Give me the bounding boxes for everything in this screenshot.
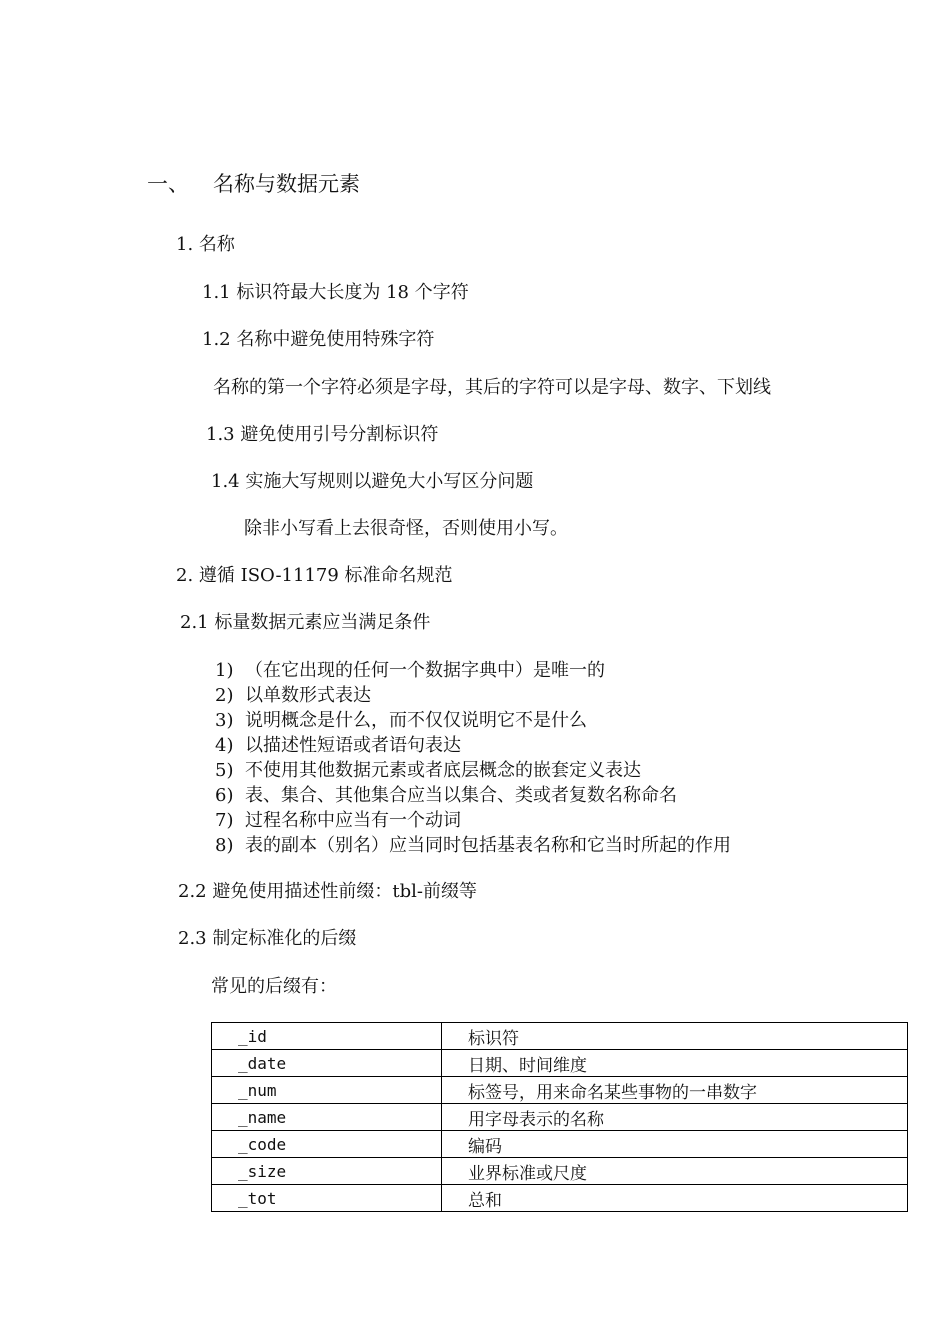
- meaning-cell: 标签号，用来命名某些事物的一串数字: [442, 1077, 908, 1104]
- list-item: 3) 说明概念是什么，而不仅仅说明它不是什么: [215, 710, 587, 731]
- list-item: 4) 以描述性短语或者语句表达: [215, 735, 461, 756]
- item-2-1: 2.1 标量数据元素应当满足条件: [180, 612, 431, 633]
- list-item: 7) 过程名称中应当有一个动词: [215, 810, 461, 831]
- suffix-cell: _date: [212, 1050, 442, 1077]
- list-item: 6) 表、集合、其他集合应当以集合、类或者复数名称命名: [215, 785, 677, 806]
- meaning-cell: 用字母表示的名称: [442, 1104, 908, 1131]
- item-1-3: 1.3 避免使用引号分割标识符: [206, 424, 439, 445]
- suffix-intro: 常见的后缀有：: [211, 976, 337, 997]
- item-1-4-note: 除非小写看上去很奇怪，否则使用小写。: [244, 518, 568, 539]
- table-row: [212, 1185, 908, 1212]
- suffix-cell: _name: [212, 1104, 442, 1131]
- list-item: 1) （在它出现的任何一个数据字典中）是唯一的: [215, 660, 605, 681]
- item-1-2: 1.2 名称中避免使用特殊字符: [202, 329, 435, 350]
- suffix-cell: _tot: [212, 1185, 442, 1212]
- list-item: 2) 以单数形式表达: [215, 685, 371, 706]
- item-2-3: 2.3 制定标准化的后缀: [178, 928, 357, 949]
- meaning-cell: 日期、时间维度: [442, 1050, 908, 1077]
- table-row: [212, 1023, 908, 1050]
- table-row: [212, 1050, 908, 1077]
- suffix-cell: _size: [212, 1158, 442, 1185]
- suffix-cell: _code: [212, 1131, 442, 1158]
- heading-2-iso: 2. 遵循 ISO-11179 标准命名规范: [176, 565, 453, 586]
- item-1-1: 1.1 标识符最大长度为 18 个字符: [202, 282, 469, 303]
- suffix-cell: _id: [212, 1023, 442, 1050]
- heading-1-names: 1. 名称: [176, 234, 235, 255]
- item-1-4: 1.4 实施大写规则以避免大小写区分问题: [211, 471, 534, 492]
- meaning-cell: 标识符: [442, 1023, 908, 1050]
- meaning-cell: 业界标准或尺度: [442, 1158, 908, 1185]
- item-2-2: 2.2 避免使用描述性前缀：tbl-前缀等: [178, 881, 477, 902]
- table-row: [212, 1104, 908, 1131]
- list-item: 5) 不使用其他数据元素或者底层概念的嵌套定义表达: [215, 760, 641, 781]
- meaning-cell: 总和: [442, 1185, 908, 1212]
- suffix-table: [211, 1022, 908, 1212]
- table-row: [212, 1158, 908, 1185]
- list-item: 8) 表的副本（别名）应当同时包括基表名称和它当时所起的作用: [215, 835, 731, 856]
- section-number: 一、: [147, 172, 189, 196]
- conditions-list: [215, 658, 731, 858]
- meaning-cell: 编码: [442, 1131, 908, 1158]
- section-title: 名称与数据元素: [213, 172, 360, 196]
- section-heading: [147, 170, 360, 198]
- item-1-2-note: 名称的第一个字符必须是字母，其后的字符可以是字母、数字、下划线: [213, 377, 771, 398]
- suffix-cell: _num: [212, 1077, 442, 1104]
- table-row: [212, 1077, 908, 1104]
- table-row: [212, 1131, 908, 1158]
